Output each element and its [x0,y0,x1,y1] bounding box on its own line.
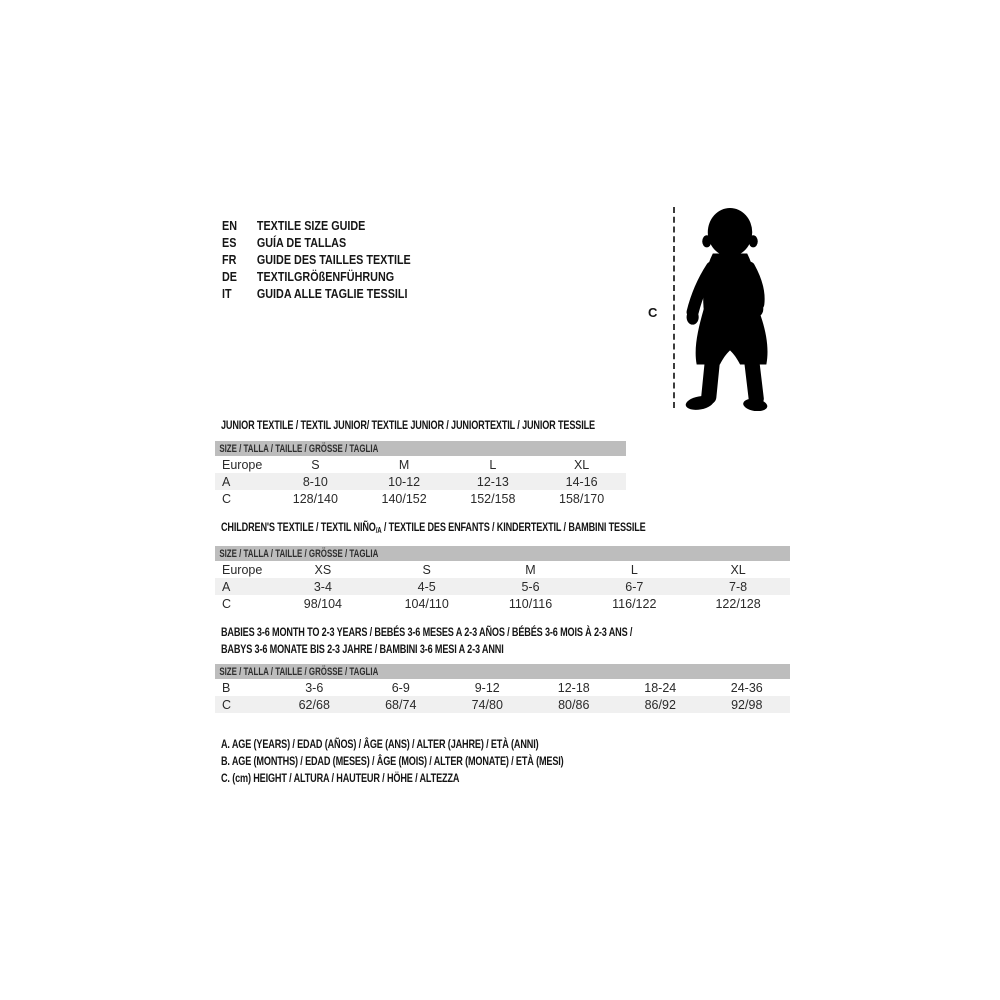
language-title: GUIDE DES TAILLES TEXTILE [256,252,411,267]
age-cell: 3-4 [313,579,332,594]
table-row [215,595,790,612]
size-cell: S [311,457,320,472]
table-row [215,679,790,696]
size-cell: M [398,457,410,472]
title-text: / TEXTILE DES ENFANTS / KINDERTEXTIL / BAMBINI TESSILE [381,520,646,534]
age-cell: 10-12 [388,474,421,489]
table-row [215,456,626,473]
height-cell: 110/116 [508,596,553,611]
legend-line-age-years: A. AGE (YEARS) / EDAD (AÑOS) / ÂGE (ANS) / ALTER (JAHRE) / ETÀ (ANNI) [221,737,539,751]
language-code: IT [222,286,232,301]
language-code: DE [222,269,237,284]
row-label: B [222,680,231,695]
children-size-table [215,546,790,612]
junior-table-title: JUNIOR TEXTILE / TEXTIL JUNIOR/ TEXTILE JUNIOR / JUNIORTEXTIL / JUNIOR TESSILE [221,418,595,432]
language-row [222,268,411,285]
table-row [215,696,790,713]
title-line: BABYS 3-6 MONATE BIS 2-3 JAHRE / BAMBINI 3-6 MESI A 2-3 ANNI [221,642,504,656]
height-cell: 62/68 [298,697,330,712]
size-cell: XL [730,562,746,577]
size-cell: XS [314,562,332,577]
age-cell: 8-10 [302,474,328,489]
height-cell: 128/140 [292,491,338,506]
size-header-bar [215,664,790,679]
language-title: TEXTILE SIZE GUIDE [256,218,366,233]
height-cell: 104/110 [404,596,449,611]
size-cell: S [422,562,431,577]
size-header-label: SIZE / TALLA / TAILLE / GRÖSSE / TAGLIA [219,547,379,560]
age-cell: 5-6 [521,579,540,594]
age-cell: 18-24 [644,680,677,695]
legend-line-height: C. (cm) HEIGHT / ALTURA / HAUTEUR / HÖHE / ALTEZZA [221,771,460,785]
language-row [222,217,411,234]
table-row [215,578,790,595]
height-cell: 68/74 [385,697,417,712]
age-cell: 3-6 [305,680,324,695]
row-label: Europe [222,562,263,577]
row-label: A [222,474,231,489]
babies-size-table [215,664,790,713]
language-title: GUIDA ALLE TAGLIE TESSILI [256,286,408,301]
babies-table-title [221,624,762,658]
language-code: FR [222,252,237,267]
size-cell: L [630,562,638,577]
row-label: A [222,579,231,594]
baby-silhouette-icon [684,205,776,411]
age-cell: 24-36 [730,680,763,695]
language-row [222,251,411,268]
junior-size-table [215,441,626,507]
height-cell: 140/152 [381,491,427,506]
table-row [215,490,626,507]
age-cell: 7-8 [729,579,748,594]
row-label: C [222,491,232,506]
height-cell: 74/80 [471,697,503,712]
legend [221,736,672,787]
language-code: ES [222,235,237,250]
size-header-bar [215,546,790,561]
age-cell: 6-9 [391,680,410,695]
row-label: C [222,697,232,712]
height-cell: 86/92 [644,697,676,712]
table-row [215,473,626,490]
size-cell: M [525,562,536,577]
age-cell: 9-12 [474,680,500,695]
size-header-label: SIZE / TALLA / TAILLE / GRÖSSE / TAGLIA [219,665,379,678]
language-title: GUÍA DE TALLAS [256,235,347,250]
language-title: TEXTILGRÖßENFÜHRUNG [256,269,395,284]
title-text: CHILDREN'S TEXTILE / TEXTIL NIÑO [221,520,376,534]
height-cell: 92/98 [731,697,763,712]
legend-line-age-months: B. AGE (MONTHS) / EDAD (MESES) / ÂGE (MOIS) / ALTER (MONATE) / ETÀ (MESI) [221,754,564,768]
language-title-list [222,217,411,302]
height-cell: 116/122 [612,596,657,611]
height-cell: 152/158 [470,491,516,506]
size-cell: XL [573,457,590,472]
age-cell: 14-16 [565,474,598,489]
height-cell: 80/86 [558,697,590,712]
age-cell: 12-13 [476,474,509,489]
size-cell: L [489,457,497,472]
height-marker-label: C [648,305,658,320]
height-cell: 122/128 [715,596,761,611]
language-row [222,234,411,251]
row-label: Europe [222,457,263,472]
age-cell: 12-18 [557,680,590,695]
height-dashed-line [673,207,675,408]
title-line: BABIES 3-6 MONTH TO 2-3 YEARS / BEBÉS 3-6 MESES A 2-3 AÑOS / BÉBÉS 3-6 MOIS À 2-3 ANS / [221,625,633,639]
size-header-bar [215,441,626,456]
language-row [222,285,411,302]
row-label: C [222,596,232,611]
children-table-title [221,520,646,538]
title-subscript: /A [375,526,382,535]
age-cell: 6-7 [625,579,644,594]
height-cell: 158/170 [559,491,605,506]
height-cell: 98/104 [303,596,343,611]
table-row [215,561,790,578]
language-code: EN [222,218,237,233]
age-cell: 4-5 [417,579,436,594]
size-header-label: SIZE / TALLA / TAILLE / GRÖSSE / TAGLIA [219,442,379,455]
